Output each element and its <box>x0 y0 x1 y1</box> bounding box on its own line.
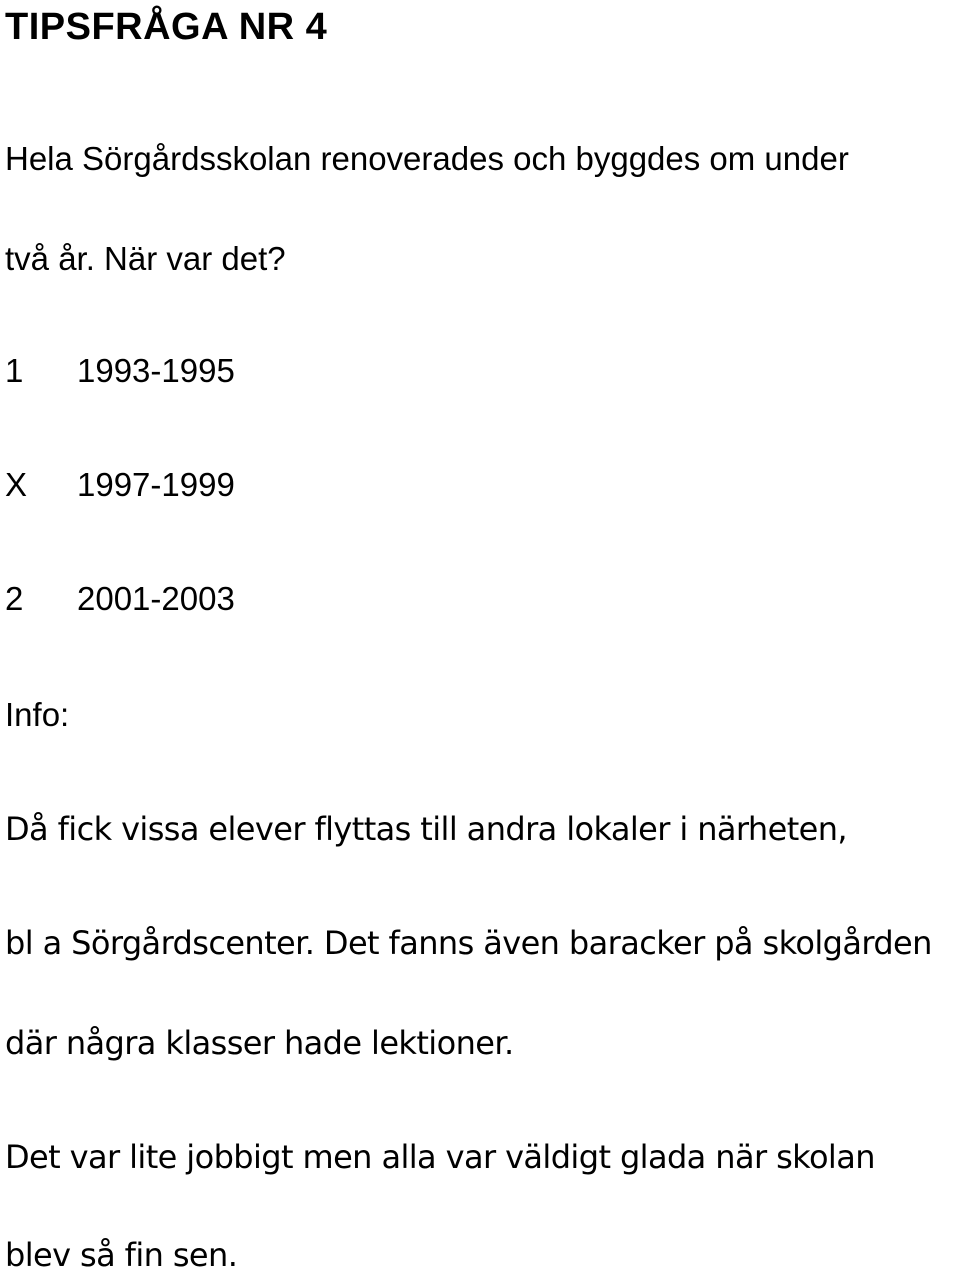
option-key: 2 <box>5 580 24 617</box>
option-1 <box>5 352 235 390</box>
question-line-2: två år. När var det? <box>5 240 286 277</box>
info-line-1: Då fick vissa elever flyttas till andra lokaler i närheten, <box>5 810 847 848</box>
info-line-4: Det var lite jobbigt men alla var väldigt glada när skolan <box>5 1138 875 1176</box>
info-line-5: blev så fin sen. <box>5 1236 238 1274</box>
question-line-1: Hela Sörgårdsskolan renoverades och byggdes om under <box>5 140 849 177</box>
option-value: 1997-1999 <box>77 466 235 503</box>
info-line-2: bl a Sörgårdscenter. Det fanns även baracker på skolgården <box>5 924 932 962</box>
option-key: 1 <box>5 352 24 389</box>
option-x <box>5 466 235 504</box>
page-title: TIPSFRÅGA NR 4 <box>5 6 328 48</box>
info-label: Info: <box>5 696 70 733</box>
info-line-3: där några klasser hade lektioner. <box>5 1024 514 1062</box>
option-value: 2001-2003 <box>77 580 235 617</box>
option-2 <box>5 580 235 618</box>
option-key: X <box>5 466 28 503</box>
option-value: 1993-1995 <box>77 352 235 389</box>
